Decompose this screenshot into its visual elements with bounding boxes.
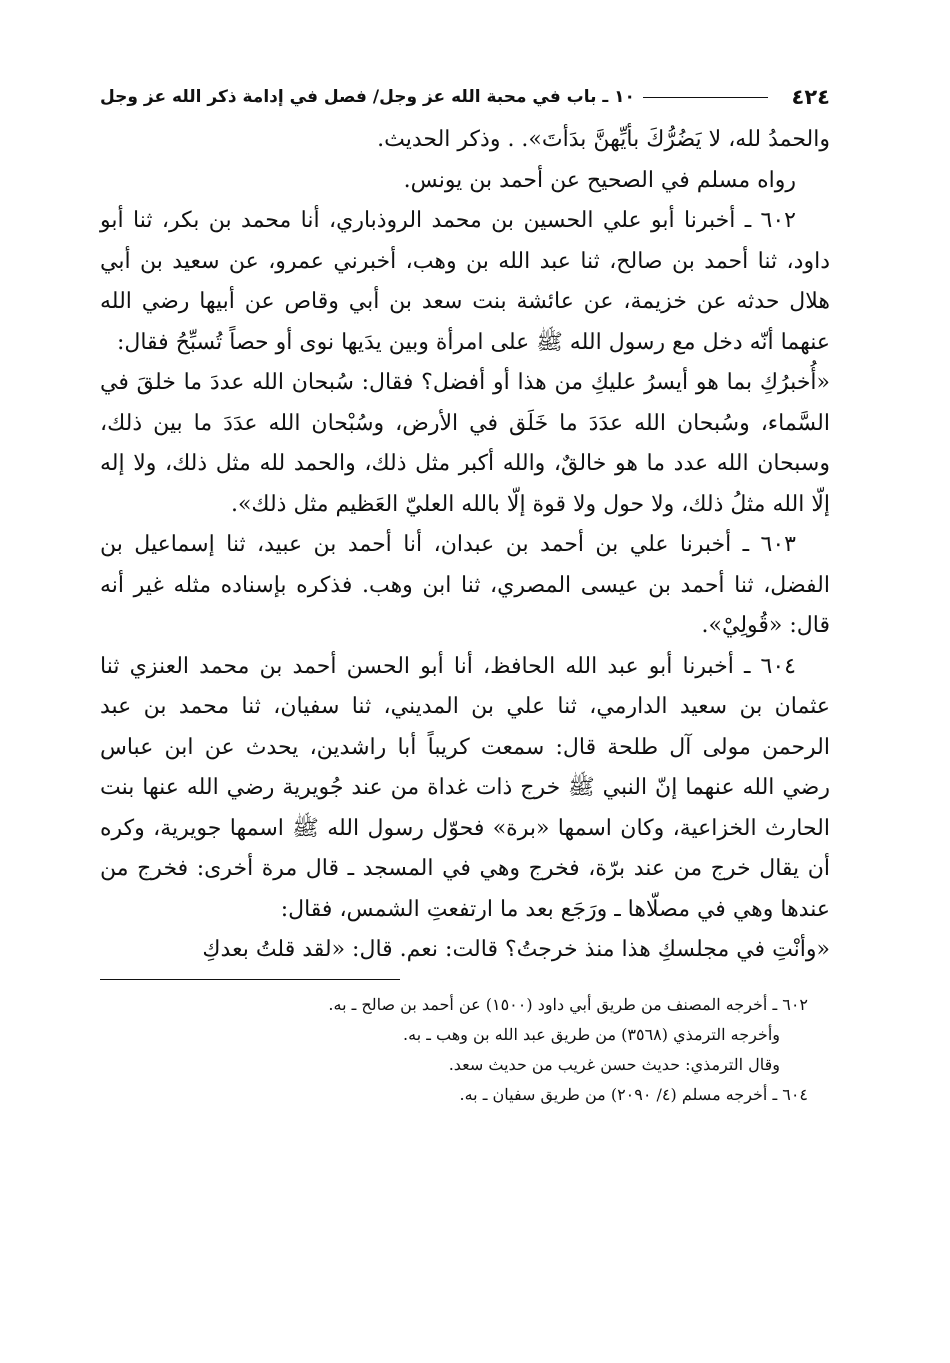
hadith-602: ٦٠٢ ـ أخبرنا أبو علي الحسين بن محمد الروذباري، أنا محمد بن بكر، ثنا أبو داود، ثنا أحمد بن صالح، ثنا عبد الله بن وهب، أخبرني عمرو، عن سعيد بن أبي هلال حدثه عن خزيمة، عن عائشة بنت سعد بن أبي وقاص عن أبيها رضي الله عنهما أنّه دخل مع رسول الله ﷺ على امرأة وبين يدَيها نوى أو حصاً تُسبِّحُ فقال: — [100, 208, 831, 355]
running-header — [100, 80, 830, 114]
hadith-603: ٦٠٣ ـ أخبرنا علي بن أحمد بن عبدان، أنا أحمد بن عبيد، ثنا إسماعيل بن الفضل، ثنا أحمد بن عيسى المصري، ثنا ابن وهب. فذكره بإسناده مثله غير أنه قال: «قُولِيْ». — [100, 532, 830, 638]
header-rule — [643, 97, 768, 98]
footnote-604: ٦٠٤ ـ أخرجه مسلم (٤/ ٢٠٩٠) من طريق سفيان ـ به. — [459, 1084, 808, 1104]
footnote-602-tirmidhi: وأخرجه الترمذي (٣٥٦٨) من طريق عبد الله بن وهب ـ به. — [403, 1024, 780, 1044]
running-title: ١٠ ـ باب في محبة الله عز وجل/ فصل في إدامة ذكر الله عز وجل — [100, 87, 635, 107]
footnotes — [100, 990, 830, 1110]
hadith-602-text: «أُخبرُكِ بما هو أيسرُ عليكِ من هذا أو أفضل؟ فقال: سُبحان الله عددَ ما خلقَ في السَّماء، وسُبحان الله عدَدَ ما خَلَق في الأرض، وسُبْحان الله عدَدَ ما بين ذلك، وسبحان الله عدد ما هو خالقٌ، والله أكبر مثل ذلك، والحمد لله مثل ذلك، ولا إله إلّا الله مثلُ ذلك، ولا حول ولا قوة إلّا بالله العليّ العَظيم مثل ذلك». — [100, 370, 830, 517]
book-page — [100, 80, 830, 1110]
footnote-rule — [100, 979, 400, 980]
paragraph-continuation: والحمدُ لله، لا يَضُرُّكَ بأيِّهنَّ بدَأتَ». . وذكر الحديث. — [377, 127, 830, 152]
hadith-604: ٦٠٤ ـ أخبرنا أبو عبد الله الحافظ، أنا أبو الحسن أحمد بن محمد العنزي ثنا عثمان بن سعيد الدارمي، ثنا علي بن المديني، ثنا سفيان، ثنا محمد بن عبد الرحمن مولى آل طلحة قال: سمعت كريباً أبا راشدين، يحدث عن ابن عباس رضي الله عنهما إنّ النبي ﷺ خرج ذات غداة من عند جُويرية رضي الله عنها بنت الحارث الخزاعية، وكان اسمها «برة» فحوّل رسول الله ﷺ اسمها جويرية، وكره أن يقال خرج من عند برّة، فخرج وهي في المسجد ـ قال مرة أخرى: فخرج من عندها وهي في مصلّاها ـ ورَجَع بعد ما ارتفعتِ الشمس، فقال: — [100, 653, 830, 922]
footnote-602: ٦٠٢ ـ أخرجه المصنف من طريق أبي داود (١٥٠٠) عن أحمد بن صالح ـ به. — [328, 994, 808, 1014]
main-text — [100, 120, 830, 971]
footnote-602-grading: وقال الترمذي: حديث حسن غريب من حديث سعد. — [448, 1054, 780, 1074]
hadith-604-text: «وأنْتِ في مجلسكِ هذا منذ خرجتُ؟ قالت: نعم. قال: «لقد قلتُ بعدكِ — [202, 937, 830, 962]
paragraph-attribution: رواه مسلم في الصحيح عن أحمد بن يونس. — [403, 167, 796, 193]
page-number: ٤٢٤ — [791, 85, 830, 109]
